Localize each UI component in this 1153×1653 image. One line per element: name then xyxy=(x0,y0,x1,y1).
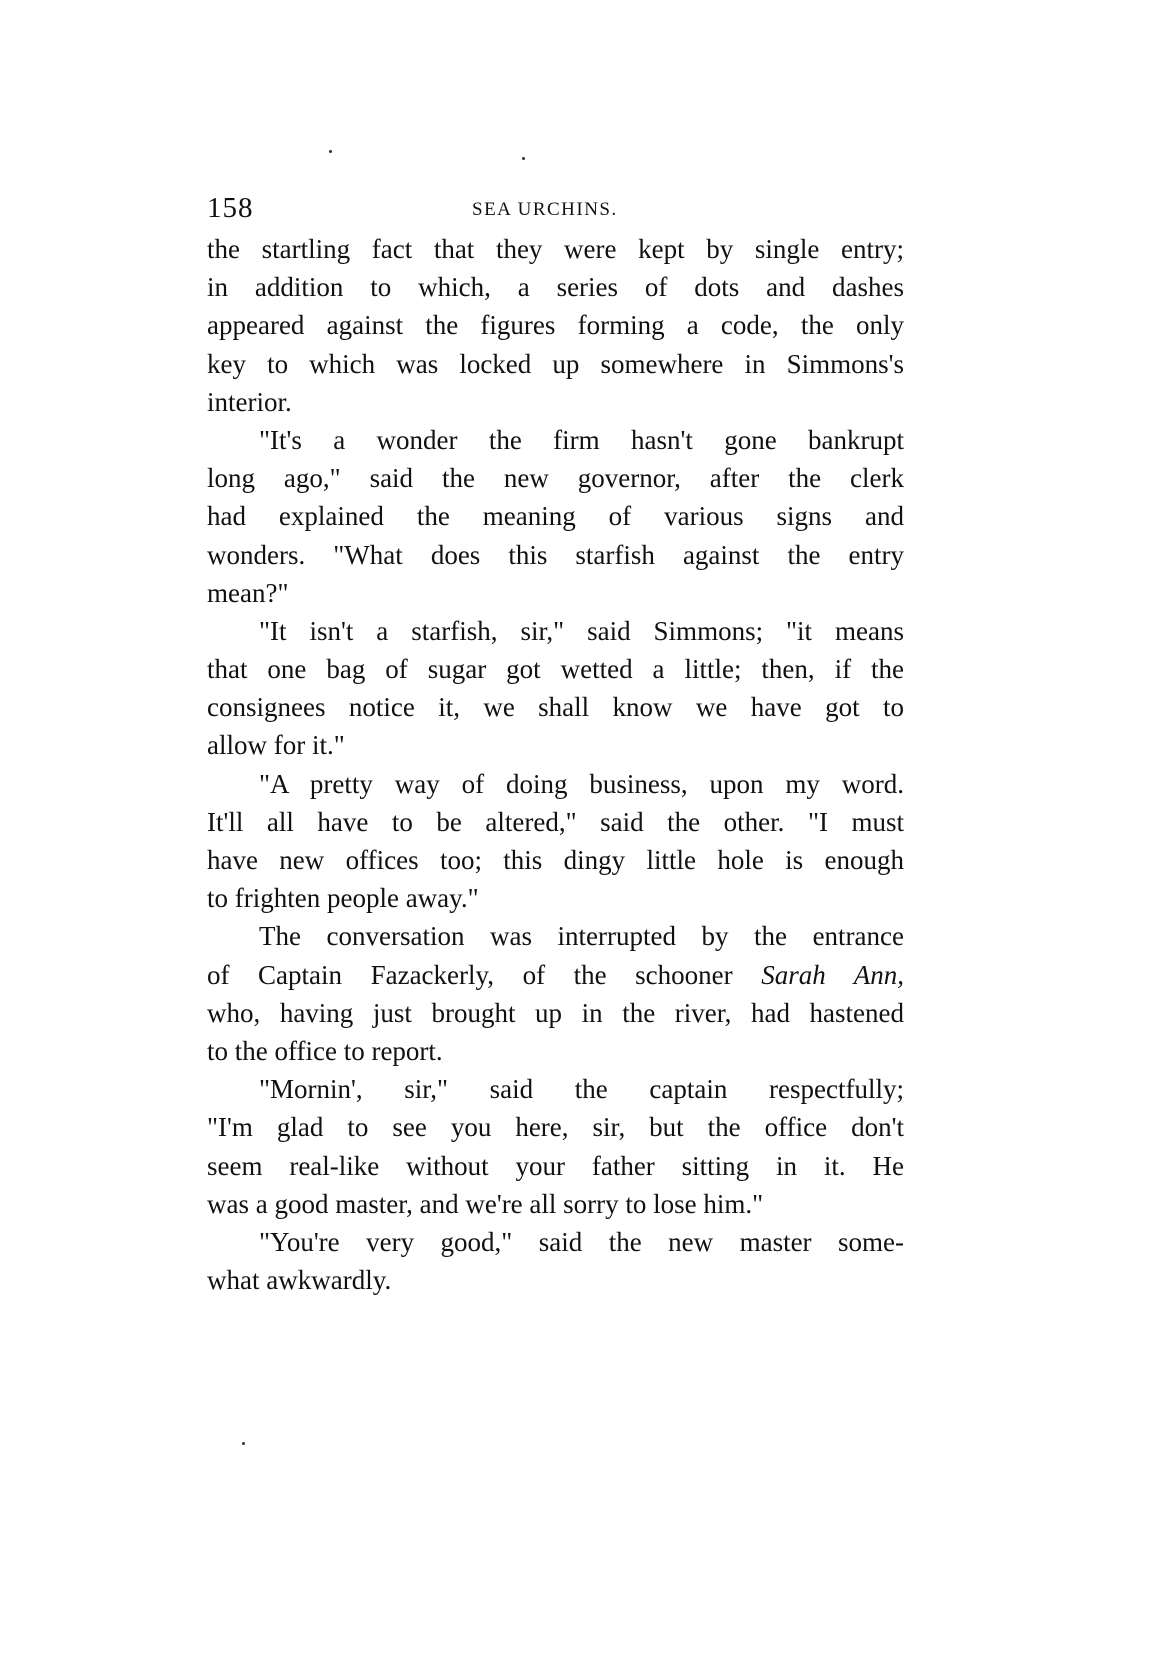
text-line xyxy=(207,306,904,344)
text-line xyxy=(207,726,904,764)
text-line xyxy=(207,1032,904,1070)
text-line xyxy=(207,574,904,612)
text-line-content: It'll all have to be altered," said the other. "I must xyxy=(207,806,904,837)
text-line xyxy=(207,536,904,574)
text-line-content: seem real-like without your father sitting in it. He xyxy=(207,1150,904,1181)
text-line xyxy=(207,1185,904,1223)
text-line xyxy=(207,1108,904,1146)
text-line-content: long ago," said the new governor, after the clerk xyxy=(207,463,904,494)
text-line-content: that one bag of sugar got wetted a little; then, if the xyxy=(207,654,904,685)
text-line-content: key to which was locked up somewhere in Simmons's xyxy=(207,348,904,379)
text-line-content: consignees notice it, we shall know we have got to xyxy=(207,692,904,723)
text-line xyxy=(207,1147,904,1185)
text-line-content: "Mornin', sir," said the captain respectfully; xyxy=(259,1074,904,1105)
text-line xyxy=(207,1223,904,1261)
text-line-content: interior. xyxy=(207,386,292,417)
text-line-content: who, having just brought up in the river, had hastened xyxy=(207,997,904,1028)
text-line xyxy=(207,994,904,1032)
text-line xyxy=(207,879,904,917)
text-line-content: have new offices too; this dingy little hole is enough xyxy=(207,845,904,875)
page-header xyxy=(207,188,927,228)
text-line xyxy=(207,268,904,306)
text-line xyxy=(207,612,904,650)
text-line-content: "It isn't a starfish, sir," said Simmons; "it means xyxy=(259,615,904,646)
text-line-content: of Captain Fazackerly, of the schooner xyxy=(207,959,762,990)
text-line-content: mean?" xyxy=(207,577,289,608)
text-line xyxy=(207,345,904,383)
text-line-content: "A pretty way of doing business, upon my word. xyxy=(259,768,904,799)
text-line xyxy=(207,917,904,955)
running-head: SEA URCHINS. xyxy=(472,199,618,220)
text-line-content: what awkwardly. xyxy=(207,1265,392,1296)
text-line xyxy=(207,956,904,994)
text-line-content: The conversation was interrupted by the entrance xyxy=(259,921,904,952)
text-line xyxy=(207,230,904,268)
text-line xyxy=(207,459,904,497)
text-line xyxy=(207,421,904,459)
text-line xyxy=(207,688,904,726)
text-line xyxy=(207,383,904,421)
text-line xyxy=(207,841,904,879)
text-line-content: "You're very good," said the new master some- xyxy=(259,1226,904,1257)
print-speck xyxy=(242,1442,245,1445)
text-line-content: the startling fact that they were kept by single entry; xyxy=(207,234,904,264)
print-speck xyxy=(329,150,332,153)
text-line xyxy=(207,497,904,535)
text-line xyxy=(207,765,904,803)
text-line-content: in addition to which, a series of dots and dashes xyxy=(207,272,904,303)
print-speck xyxy=(522,157,525,160)
text-line-content: "It's a wonder the firm hasn't gone bankrupt xyxy=(259,424,904,455)
text-line xyxy=(207,803,904,841)
text-line-content: had explained the meaning of various signs and xyxy=(207,501,904,532)
page-number: 158 xyxy=(207,192,254,224)
text-line-content: appeared against the figures forming a code, the only xyxy=(207,310,904,341)
text-line-content: "I'm glad to see you here, sir, but the office don't xyxy=(207,1112,904,1143)
body-text xyxy=(207,230,904,1299)
text-line-content: allow for it." xyxy=(207,730,345,761)
text-line xyxy=(207,650,904,688)
text-line-content: wonders. "What does this starfish against the entry xyxy=(207,539,904,570)
text-line xyxy=(207,1261,904,1299)
text-line-content: to frighten people away." xyxy=(207,883,479,914)
text-line xyxy=(207,1070,904,1108)
text-line-content: to the office to report. xyxy=(207,1035,443,1066)
text-line-content: was a good master, and we're all sorry to lose him." xyxy=(207,1188,764,1219)
ship-name: Sarah Ann, xyxy=(761,959,905,990)
